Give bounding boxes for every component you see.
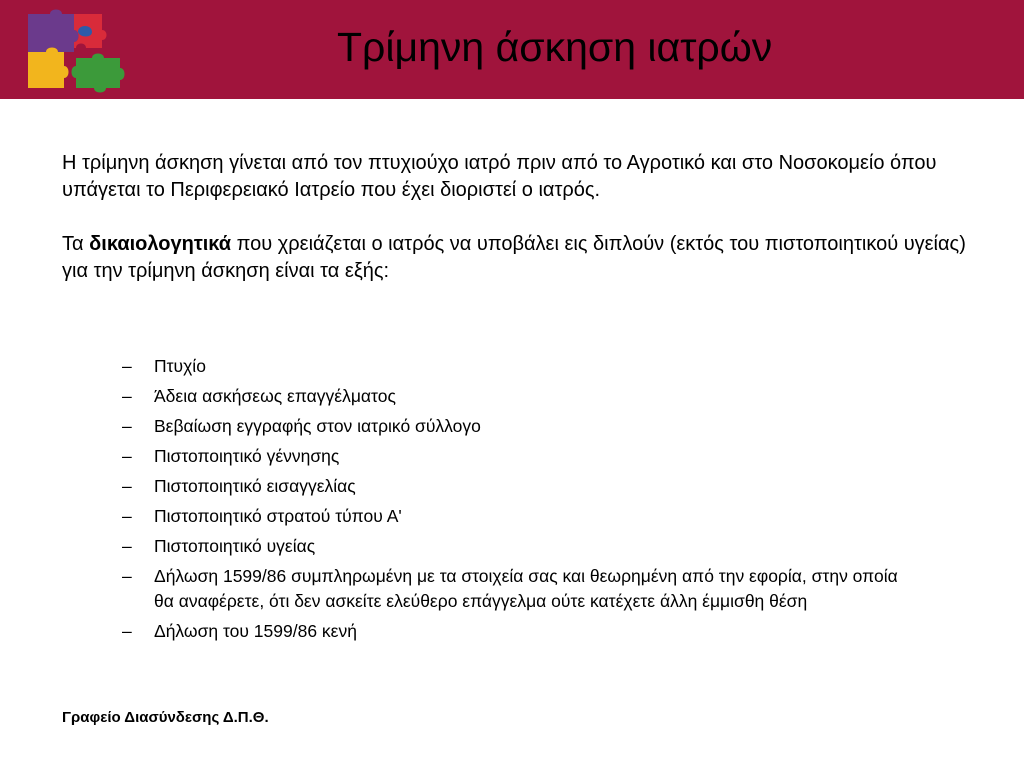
list-item (122, 444, 922, 469)
list-item-text: Βεβαίωση εγγραφής στον ιατρικό σύλλογο (154, 416, 481, 436)
list-item-text: Δήλωση του 1599/86 κενή (154, 621, 357, 641)
list-item-text: Άδεια ασκήσεως επαγγέλματος (154, 386, 396, 406)
dash-bullet: – (122, 476, 132, 496)
list-item-text: Πτυχίο (154, 356, 206, 376)
header-bar (0, 0, 1024, 99)
dash-bullet: – (122, 416, 132, 436)
dash-bullet: – (122, 621, 132, 641)
list-item (122, 504, 922, 529)
list-item (122, 354, 922, 379)
dash-bullet: – (122, 536, 132, 556)
list-item-text: Πιστοποιητικό εισαγγελίας (154, 476, 356, 496)
documents-intro-paragraph (62, 231, 972, 285)
list-item-text: Πιστοποιητικό γέννησης (154, 446, 340, 466)
documents-intro-prefix: Τα (62, 233, 90, 255)
documents-intro-suffix: που χρειάζεται ο ιατρός να υποβάλει εις διπλούν (εκτός του πιστοποιητικού υγείας) για την τρίμηνη άσκηση είναι τα εξής: (62, 233, 966, 282)
dash-bullet: – (122, 356, 132, 376)
dash-bullet: – (122, 566, 132, 586)
footer-text: Γραφείο Διασύνδεσης Δ.Π.Θ. (62, 709, 269, 726)
list-item-text: Πιστοποιητικό υγείας (154, 536, 316, 556)
page-title: Τρίμηνη άσκηση ιατρών (337, 24, 773, 70)
list-item (122, 474, 922, 499)
list-item (122, 534, 922, 559)
documents-intro-bold: δικαιολογητικά (89, 233, 232, 255)
list-item (122, 564, 922, 614)
list-item-text: Δήλωση 1599/86 συμπληρωμένη με τα στοιχεία σας και θεωρημένη από την εφορία, στην οποία θα αναφέρετε, ότι δεν ασκείτε ελεύθερο επάγγελμα ούτε κατέχετε άλλη έμμισθη θέση (154, 566, 898, 611)
dash-bullet: – (122, 506, 132, 526)
list-item-text: Πιστοποιητικό στρατού τύπου Α' (154, 506, 402, 526)
documents-list (122, 354, 922, 649)
puzzle-pieces-icon (20, 8, 142, 94)
list-item (122, 619, 922, 644)
intro-paragraph: Η τρίμηνη άσκηση γίνεται από τον πτυχιούχο ιατρό πριν από το Αγροτικό και στο Νοσοκομείο όπου υπάγεται το Περιφερειακό Ιατρείο που έχει διοριστεί ο ιατρός. (62, 152, 937, 201)
dash-bullet: – (122, 446, 132, 466)
dash-bullet: – (122, 386, 132, 406)
main-content (62, 150, 972, 285)
list-item (122, 384, 922, 409)
list-item (122, 414, 922, 439)
